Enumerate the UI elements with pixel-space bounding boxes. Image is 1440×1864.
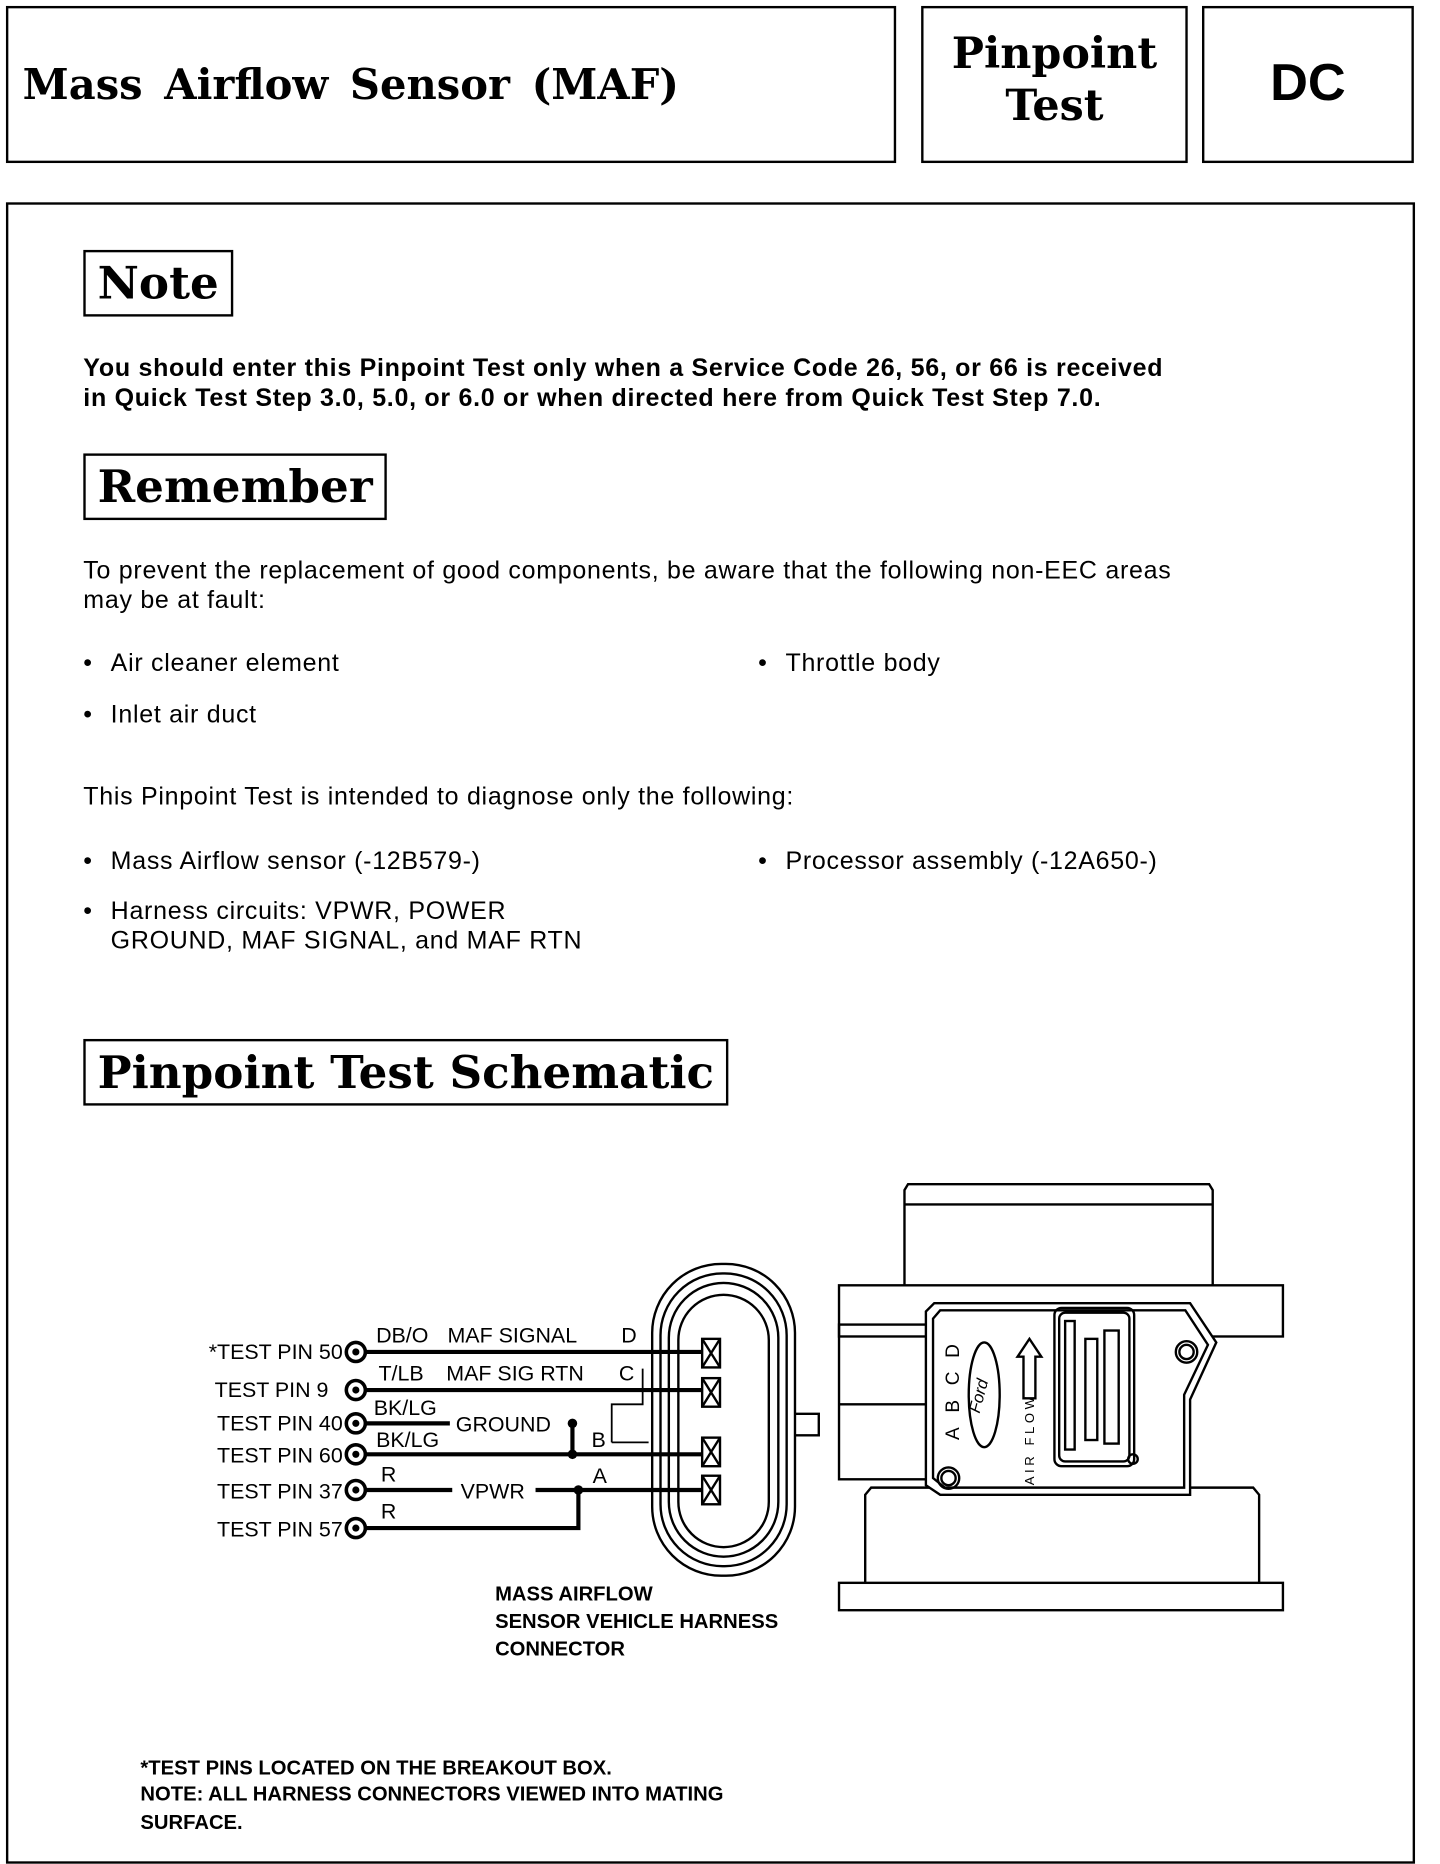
wire-color: R — [380, 1462, 397, 1487]
remember-intro-line2: may be at fault: — [83, 586, 266, 615]
note-text-line1: You should enter this Pinpoint Test only when a Service Code 26, 56, or 66 is received — [83, 354, 1164, 383]
wire-color: BK/LG — [376, 1428, 440, 1453]
connector-label: CONNECTOR — [495, 1638, 626, 1661]
diagnose-intro: This Pinpoint Test is intended to diagnose only the following: — [83, 783, 795, 811]
remember-intro-line1: To prevent the replacement of good components, be aware that the following non-EEC areas — [83, 556, 1172, 585]
sensor-pin-letter: C — [943, 1371, 965, 1386]
test-pin-label: TEST PIN 37 — [217, 1479, 343, 1504]
remember-heading: Remember — [83, 453, 387, 520]
mass-airflow-sensor — [839, 1184, 1283, 1610]
test-pin-label: TEST PIN 40 — [217, 1411, 343, 1436]
terminal-label: B — [591, 1428, 606, 1453]
circuit-label: MAF SIG RTN — [446, 1361, 584, 1386]
test-pin-label: TEST PIN 57 — [217, 1517, 343, 1542]
schematic-heading: Pinpoint Test Schematic — [83, 1039, 728, 1106]
diagnose-item-line2: GROUND, MAF SIGNAL, and MAF RTN — [110, 927, 583, 955]
diagnose-item: • Processor assembly (-12A650-) — [758, 846, 1157, 876]
terminal-label: A — [592, 1463, 607, 1488]
note-text-line2: in Quick Test Step 3.0, 5.0, or 6.0 or when directed here from Quick Test Step 7.0. — [83, 384, 1102, 412]
footnote: NOTE: ALL HARNESS CONNECTORS VIEWED INTO MATING — [140, 1783, 724, 1806]
connector-terminals — [702, 1339, 720, 1504]
sensor-pin-letter: A — [943, 1427, 965, 1441]
diagnose-item: • Mass Airflow sensor (-12B579-) — [83, 846, 480, 876]
fault-item: • Throttle body — [758, 649, 941, 679]
sensor-pin-letter: B — [943, 1399, 965, 1413]
footnote: SURFACE. — [140, 1812, 243, 1835]
wire-color: R — [380, 1499, 397, 1524]
terminal-label: C — [618, 1361, 635, 1386]
airflow-label: AIR FLOW — [1022, 1393, 1038, 1486]
circuit-label: GROUND — [455, 1412, 551, 1437]
wire-color: DB/O — [376, 1323, 429, 1348]
test-pin-label: TEST PIN 60 — [217, 1443, 343, 1468]
footnote: *TEST PINS LOCATED ON THE BREAKOUT BOX. — [140, 1757, 612, 1780]
note-heading: Note — [83, 250, 233, 317]
test-pin-label: *TEST PIN 50 — [208, 1340, 343, 1365]
fault-item: • Air cleaner element — [83, 649, 339, 679]
test-type-line1: Pinpoint — [951, 28, 1158, 79]
page-title: Mass Airflow Sensor (MAF) — [22, 60, 680, 110]
terminal-label: D — [621, 1323, 637, 1348]
circuit-label: MAF SIGNAL — [447, 1323, 578, 1348]
connector-label: MASS AIRFLOW — [495, 1583, 653, 1606]
test-code: DC — [1270, 53, 1346, 112]
wire-color: T/LB — [378, 1361, 424, 1386]
test-type-line2: Test — [1005, 80, 1104, 131]
fault-item: • Inlet air duct — [83, 700, 257, 730]
circuit-label: VPWR — [460, 1479, 525, 1504]
connector-label: SENSOR VEHICLE HARNESS — [495, 1611, 779, 1634]
sensor-pin-letter: D — [943, 1344, 965, 1358]
harness-connector — [652, 1264, 819, 1576]
ford-logo-text: Ford — [964, 1376, 993, 1415]
test-pin-label: TEST PIN 9 — [214, 1378, 329, 1403]
diagnose-item-line1: • Harness circuits: VPWR, POWER — [110, 897, 507, 925]
wire-color: BK/LG — [373, 1396, 437, 1421]
test-pin-jacks — [346, 1342, 365, 1537]
